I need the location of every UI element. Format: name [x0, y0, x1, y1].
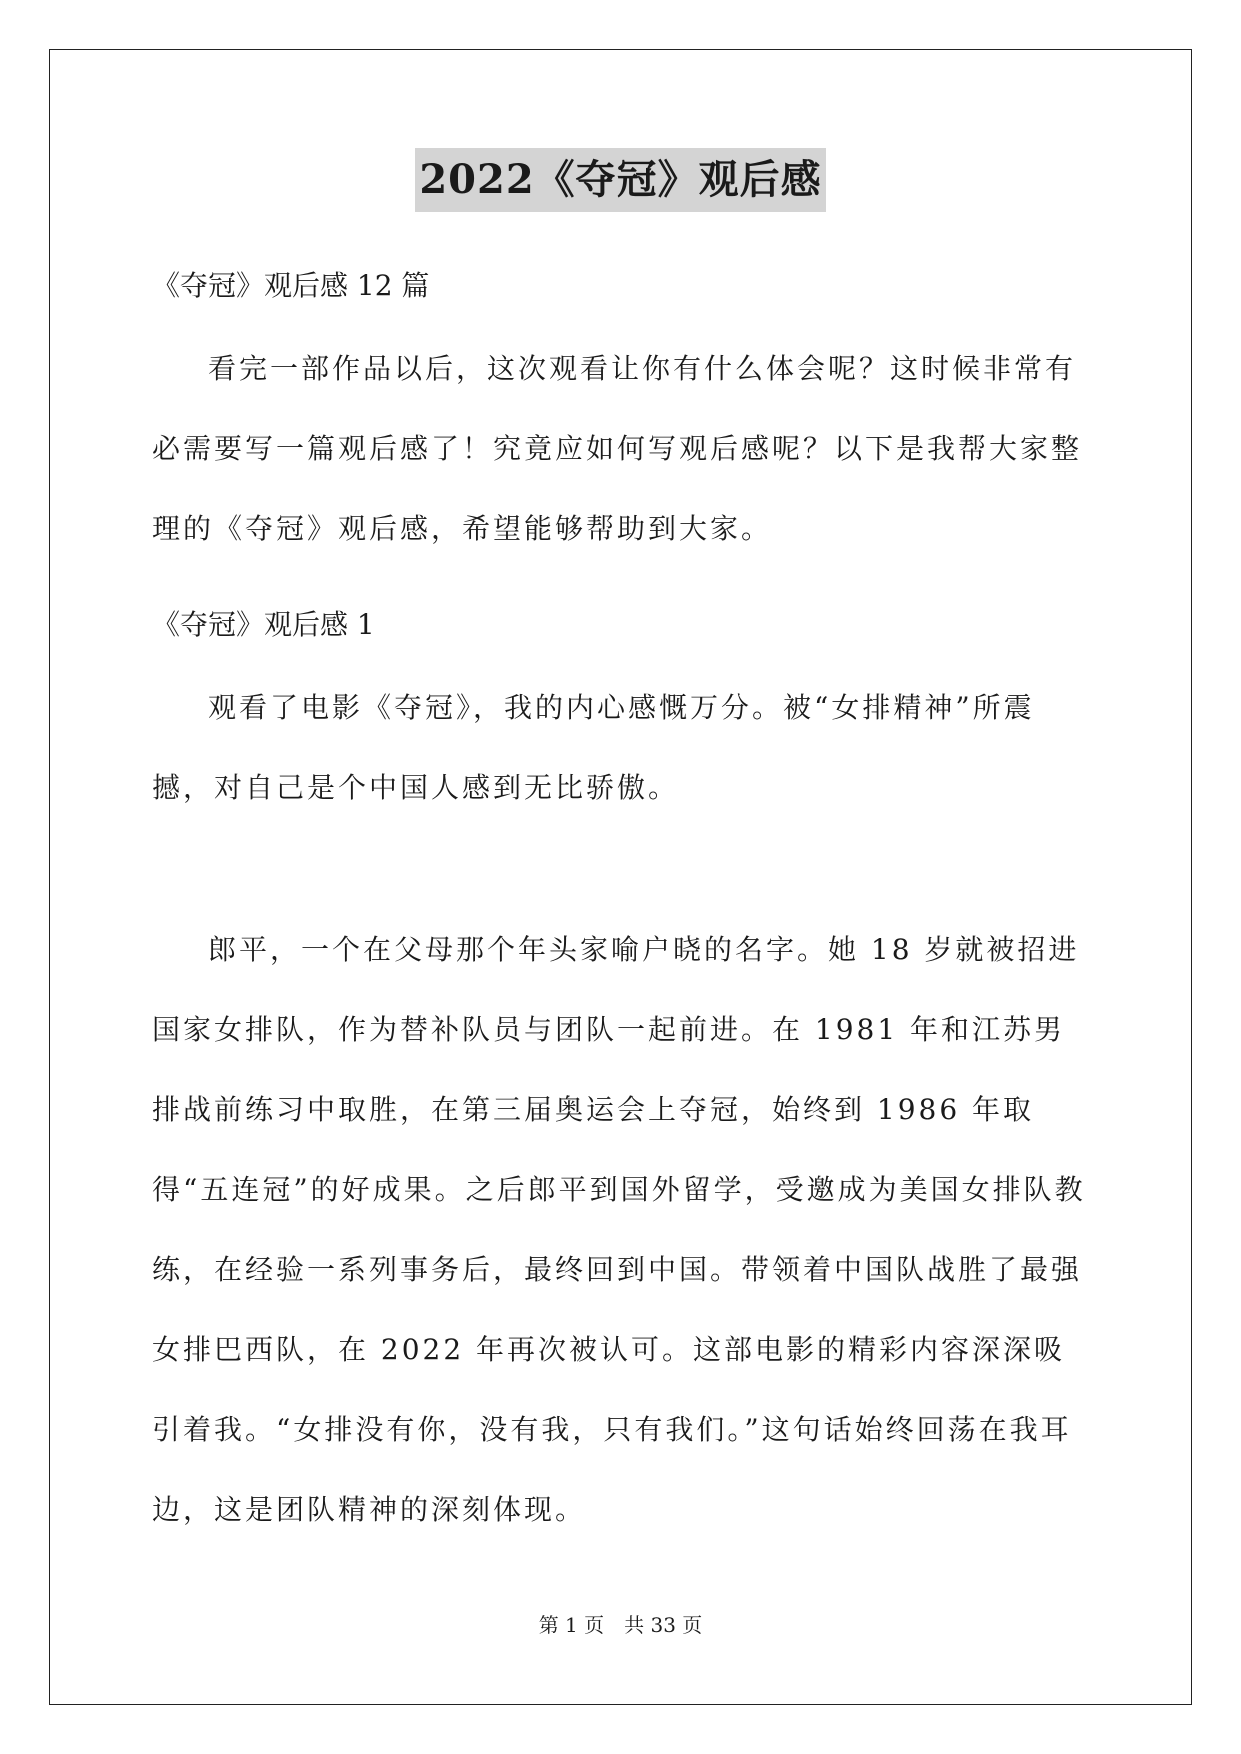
body-paragraph-1: 观看了电影《夺冠》，我的内心感慨万分。被“女排精神”所震撼，对自己是个中国人感到无比骄傲。 [152, 691, 1035, 804]
document-subtitle: 《夺冠》观后感 12 篇 [152, 269, 430, 302]
intro-paragraph: 看完一部作品以后，这次观看让你有什么体会呢？这时候非常有必需要写一篇观后感了！究竟应如何写观后感呢？以下是我帮大家整理的《夺冠》观后感，希望能够帮助到大家。 [152, 352, 1083, 545]
document-title: 2022《夺冠》观后感 [415, 148, 825, 212]
body-paragraph-2: 郎平，一个在父母那个年头家喻户晓的名字。她 18 岁就被招进国家女排队，作为替补队员与团队一起前进。在 1981 年和江苏男排战前练习中取胜，在第三届奥运会上夺冠，始终到 1986 年取得“五连冠”的好成果。之后郎平到国外留学，受邀成为美国女排队教练，在经验一系列事务后，最终回到中国。带领着中国队战胜了最强女排巴西队，在 2022 年再次被认可。这部电影的精彩内容深深吸引着我。“女排没有你，没有我，只有我们。”这句话始终回荡在我耳边，这是团队精神的深刻体现。 [152, 933, 1086, 1526]
title-container [0, 148, 1241, 212]
section-heading: 《夺冠》观后感 1 [152, 608, 375, 641]
page-footer: 第 1 页 共 33 页 [538, 1613, 703, 1637]
